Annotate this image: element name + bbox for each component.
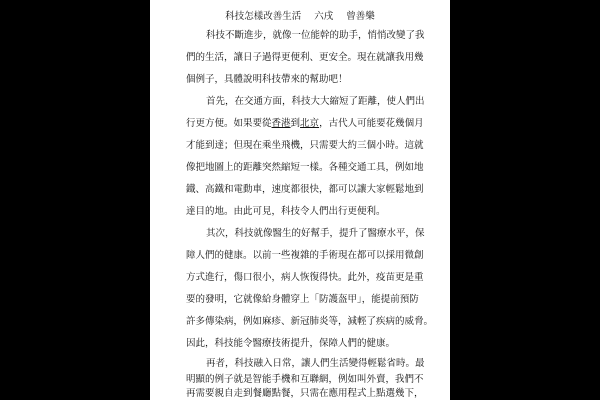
class-name: 六戌 xyxy=(314,11,334,22)
paragraph-line: 再需要親自走到餐廳點餐，只需在應用程式上點選幾下， xyxy=(186,388,424,399)
paragraph-line: 科技不斷進步，就像一位能幹的助手，悄悄改變了我 xyxy=(206,30,425,41)
place-name-beijing: 北京 xyxy=(300,118,320,129)
paragraph-line: 達目的地。由此可見，科技令人們出行更便利。 xyxy=(186,206,386,217)
paragraph-line: 鐵、高鐵和電動車，速度都很快，都可以讓大家輕鬆地到 xyxy=(186,184,424,195)
paragraph-line: 許多傳染病，例如麻疹、新冠肺炎等，減輕了疾病的威脅。 xyxy=(186,316,434,327)
line-segment: 到 xyxy=(290,118,301,129)
paragraph-line: 個例子，具體說明科技帶來的幫助吧！ xyxy=(186,74,348,85)
paragraph-line: 要的發明，它就像給身體穿上「防護盔甲」，能提前預防 xyxy=(186,294,419,305)
document-title xyxy=(150,8,450,22)
place-name-hong-kong: 香港 xyxy=(271,118,291,129)
paragraph-line: 才能到達；但現在乘坐飛機，只需要大約三個小時。這就 xyxy=(186,140,424,151)
author-name: 曾善樂 xyxy=(346,11,375,22)
paragraph-line: 因此，科技能令醫療技術提升，保障人們的健康。 xyxy=(186,338,396,349)
paragraph-line: 方式進行，傷口很小，病人恢復得快。此外，疫苗更是重 xyxy=(186,272,424,283)
paragraph-line: 明顯的例子就是智能手機和互聯網，例如叫外賣，我們不 xyxy=(186,374,424,385)
paragraph-line: 其次，科技就像醫生的好幫手，提升了醫療水平，保 xyxy=(206,228,425,239)
paragraph-line: 首先，在交通方面，科技大大縮短了距離，使人們出 xyxy=(206,96,425,107)
essay-title: 科技怎樣改善生活 xyxy=(225,11,302,22)
line-segment: 行更方便。如果要從 xyxy=(186,118,272,129)
paragraph-line: 障人們的健康。以前一些複雜的手術現在都可以採用微創 xyxy=(186,250,424,261)
document-page xyxy=(150,0,450,400)
paragraph-line xyxy=(186,118,424,130)
paragraph-line: 們的生活，讓日子過得更便利、更安全。現在就讓我用幾 xyxy=(186,52,424,63)
line-segment: ，古代人可能要花幾個月 xyxy=(319,118,424,129)
paragraph-line: 再者，科技融入日常，讓人們生活變得輕鬆省時。最 xyxy=(206,358,425,369)
paragraph-line: 像把地圖上的距離突然縮短一樣。各種交通工具，例如地 xyxy=(186,162,424,173)
